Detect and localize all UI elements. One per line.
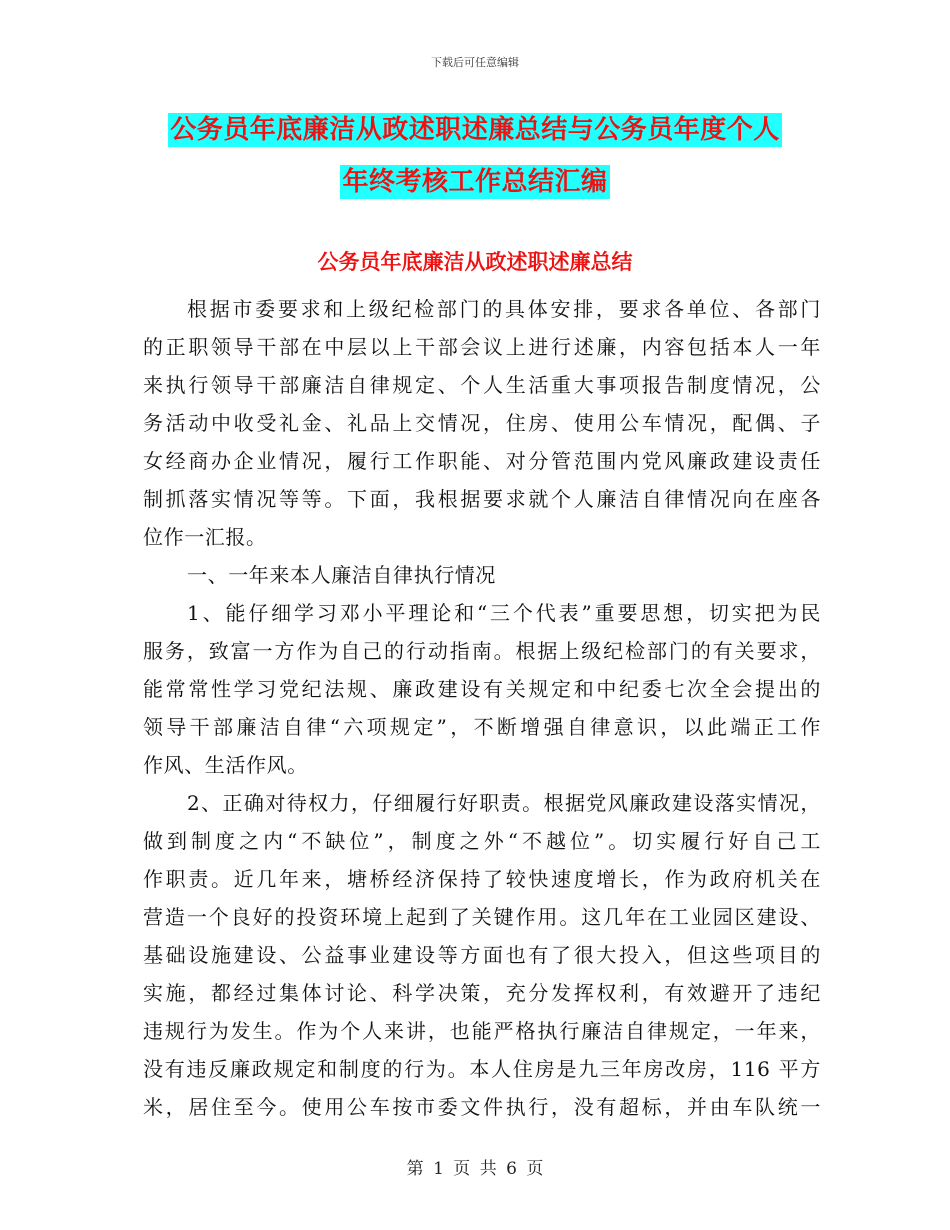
- body-line: 制抓落实情况等等。下面，我根据要求就个人廉洁自律情况向在座各: [143, 487, 821, 511]
- body-line: 的正职领导干部在中层以上干部会议上进行述廉，内容包括本人一年: [143, 335, 821, 359]
- body-line: 务活动中收受礼金、礼品上交情况，住房、使用公车情况，配偶、子: [143, 411, 821, 435]
- body-line: 根据市委要求和上级纪检部门的具体安排，要求各单位、各部门: [187, 297, 821, 321]
- body-line: 能常常性学习党纪法规、廉政建设有关规定和中纪委七次全会提出的: [143, 677, 821, 701]
- body-line: 违规行为发生。作为个人来讲，也能严格执行廉洁自律规定，一年来，: [143, 1019, 821, 1043]
- body-line: 基础设施建设、公益事业建设等方面也有了很大投入，但这些项目的: [143, 943, 821, 967]
- body-line: 没有违反廉政规定和制度的行为。本人住房是九三年房改房，116 平方: [143, 1057, 821, 1081]
- body-line: 位作一汇报。: [143, 525, 267, 549]
- page-footer: 第 1 页 共 6 页: [406, 1159, 544, 1179]
- body-line: 服务，致富一方作为自己的行动指南。根据上级纪检部门的有关要求，: [143, 639, 821, 663]
- body-line: 作职责。近几年来，塘桥经济保持了较快速度增长，作为政府机关在: [143, 867, 821, 891]
- body-line: 1、能仔细学习邓小平理论和“三个代表”重要思想，切实把为民: [187, 601, 821, 625]
- document-title: [0, 104, 950, 208]
- body-line: 来执行领导干部廉洁自律规定、个人生活重大事项报告制度情况，公: [143, 373, 821, 397]
- body-line: 领导干部廉洁自律“六项规定”，不断增强自律意识，以此端正工作: [143, 715, 821, 739]
- body-line: 一、一年来本人廉洁自律执行情况: [187, 563, 496, 587]
- body-line: 女经商办企业情况，履行工作职能、对分管范围内党风廉政建设责任: [143, 449, 821, 473]
- body-line: 作风、生活作风。: [143, 753, 308, 777]
- body-text: [143, 290, 821, 1126]
- body-line: 实施，都经过集体讨论、科学决策，充分发挥权利，有效避开了违纪: [143, 981, 821, 1005]
- body-line: 做到制度之内“不缺位”，制度之外“不越位”。切实履行好自己工: [143, 829, 821, 853]
- title-line-2-text: 年终考核工作总结汇编: [342, 167, 608, 197]
- body-line: 2、正确对待权力，仔细履行好职责。根据党风廉政建设落实情况，: [187, 791, 821, 815]
- title-line-1: [0, 104, 950, 156]
- title-line-1-text: 公务员年底廉洁从政述职述廉总结与公务员年度个人: [170, 115, 780, 145]
- body-line: 营造一个良好的投资环境上起到了关键作用。这几年在工业园区建设、: [143, 905, 821, 929]
- section-title: 公务员年底廉洁从政述职述廉总结: [317, 250, 633, 274]
- header-note: 下载后可任意编辑: [431, 56, 519, 69]
- body-line: 米，居住至今。使用公车按市委文件执行，没有超标，并由车队统一: [143, 1095, 821, 1119]
- title-line-2: [0, 156, 950, 208]
